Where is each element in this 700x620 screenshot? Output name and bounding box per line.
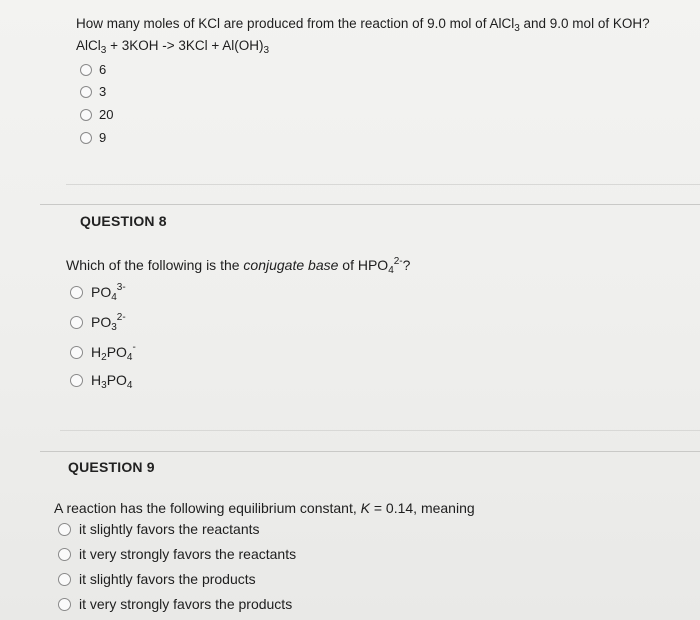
question-9-option-1[interactable] — [58, 521, 260, 537]
question-7-option-4[interactable] — [80, 130, 106, 145]
option-label: $H_2PO_4^-$ — [91, 342, 136, 363]
question-9-option-2[interactable] — [58, 546, 296, 562]
option-label: it very strongly favors the products — [79, 596, 293, 612]
radio-button[interactable] — [58, 573, 71, 586]
radio-button[interactable] — [58, 598, 71, 611]
option-label: it slightly favors the reactants — [79, 521, 260, 537]
question-8-option-2[interactable] — [70, 312, 126, 333]
question-9-option-4[interactable] — [58, 596, 292, 612]
radio-button[interactable] — [70, 316, 83, 329]
question-8-prompt: Which of the following is the conjugate base of $HPO_4^{2-}$? — [66, 256, 411, 276]
question-7-option-1[interactable] — [80, 62, 106, 77]
question-7-prompt: How many moles of KCl are produced from the reaction of 9.0 mol of AlCl$_3$ and 9.0 mol of KOH? — [76, 16, 650, 34]
question-9-option-3[interactable] — [58, 571, 256, 587]
radio-button[interactable] — [58, 548, 71, 561]
question-9-prompt: A reaction has the following equilibrium constant, K = 0.14, meaning — [54, 500, 475, 516]
radio-button[interactable] — [70, 346, 83, 359]
question-8-option-3[interactable] — [70, 342, 136, 363]
question-7-equation: AlCl$_3$ + $3KOH -> 3KCl + Al(OH)_3$ — [76, 38, 270, 56]
option-label: 20 — [99, 107, 114, 122]
radio-button[interactable] — [80, 86, 92, 98]
option-label: 3 — [99, 84, 107, 99]
radio-button[interactable] — [80, 109, 92, 121]
option-label: $H_3PO_4$ — [91, 372, 133, 391]
radio-button[interactable] — [70, 286, 83, 299]
option-label: $PO_4^{3-}$ — [91, 282, 126, 303]
option-label: it slightly favors the products — [79, 571, 256, 587]
question-8-option-4[interactable] — [70, 370, 132, 391]
radio-button[interactable] — [80, 64, 92, 76]
option-label: it very strongly favors the reactants — [79, 546, 297, 562]
question-7-option-2[interactable] — [80, 84, 106, 99]
radio-button[interactable] — [58, 523, 71, 536]
question-divider — [40, 204, 700, 205]
option-label: $PO_3^{2-}$ — [91, 312, 126, 333]
answer-divider — [66, 184, 700, 185]
question-9-title: QUESTION 9 — [68, 459, 155, 475]
question-8-title: QUESTION 8 — [80, 213, 167, 229]
radio-button[interactable] — [80, 132, 92, 144]
question-divider — [40, 451, 700, 452]
question-7-option-3[interactable] — [80, 107, 113, 122]
option-label: 9 — [99, 130, 107, 145]
option-label: 6 — [99, 62, 107, 77]
answer-divider — [60, 430, 700, 431]
radio-button[interactable] — [70, 374, 83, 387]
question-8-option-1[interactable] — [70, 282, 126, 303]
